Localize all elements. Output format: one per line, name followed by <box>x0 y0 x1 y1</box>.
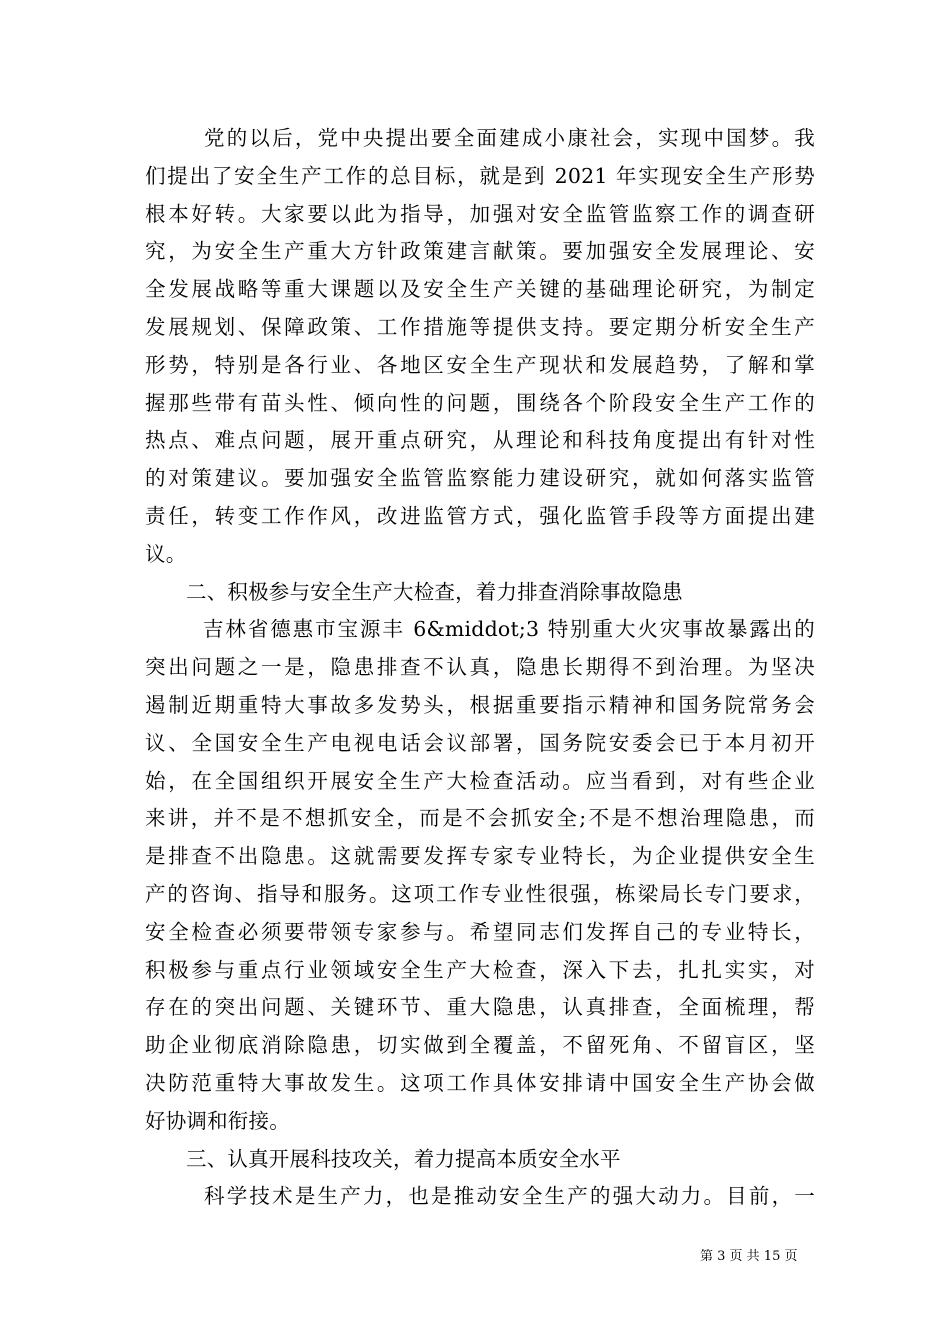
paragraph-line: 握那些带有苗头性、倾向性的问题，围绕各个阶段安全生产工作的 <box>145 390 815 415</box>
paragraph-line: 积极参与重点行业领域安全生产大检查，深入下去，扎扎实实，对 <box>145 957 815 982</box>
section-heading: 二、积极参与安全生产大检查，着力排查消除事故隐患 <box>186 579 683 604</box>
section-heading: 三、认真开展科技攻关，着力提高本质安全水平 <box>186 1146 621 1171</box>
paragraph-line: 产的咨询、指导和服务。这项工作专业性很强，栋梁局长专门要求， <box>145 881 815 906</box>
document-body <box>145 120 815 1216</box>
paragraph-line: 始，在全国组织开展安全生产大检查活动。应当看到，对有些企业 <box>145 768 815 793</box>
paragraph-line: 发展规划、保障政策、工作措施等提供支持。要定期分析安全生产 <box>145 314 815 339</box>
paragraph-line: 好协调和衔接。 <box>145 1108 290 1133</box>
page-number-footer: 第 3 页 共 15 页 <box>700 1249 798 1264</box>
paragraph-line: 存在的突出问题、关键环节、重大隐患，认真排查，全面梳理，帮 <box>145 995 815 1020</box>
paragraph-line: 科学技术是生产力，也是推动安全生产的强大动力。目前，一 <box>204 1184 815 1209</box>
paragraph-line: 助企业彻底消除隐患，切实做到全覆盖，不留死角、不留盲区，坚 <box>145 1033 815 1058</box>
paragraph-line: 全发展战略等重大课题以及安全生产关键的基础理论研究，为制定 <box>145 277 815 302</box>
paragraph-line: 突出问题之一是，隐患排查不认真，隐患长期得不到治理。为坚决 <box>145 655 815 680</box>
paragraph-line: 吉林省德惠市宝源丰 6&middot;3 特别重大火灾事故暴露出的 <box>203 617 815 642</box>
paragraph-line: 来讲，并不是不想抓安全，而是不会抓安全;不是不想治理隐患，而 <box>145 806 815 831</box>
paragraph-line: 的对策建议。要加强安全监管监察能力建设研究，就如何落实监管 <box>145 466 815 491</box>
paragraph-line: 热点、难点问题，展开重点研究，从理论和科技角度提出有针对性 <box>145 428 815 453</box>
paragraph-line: 究，为安全生产重大方针政策建言献策。要加强安全发展理论、安 <box>145 239 815 264</box>
paragraph-line: 根本好转。大家要以此为指导，加强对安全监管监察工作的调查研 <box>145 201 815 226</box>
paragraph-line: 责任，转变工作作风，改进监管方式，强化监管手段等方面提出建 <box>145 503 815 528</box>
paragraph-line: 党的以后，党中央提出要全面建成小康社会，实现中国梦。我 <box>204 126 815 150</box>
paragraph-line: 们提出了安全生产工作的总目标，就是到 2021 年实现安全生产形势 <box>145 163 815 188</box>
paragraph-line: 议、全国安全生产电视电话会议部署，国务院安委会已于本月初开 <box>145 730 815 755</box>
paragraph-line: 议。 <box>145 541 187 566</box>
paragraph-line: 是排查不出隐患。这就需要发挥专家专业特长，为企业提供安全生 <box>145 844 815 869</box>
paragraph-line: 安全检查必须要带领专家参与。希望同志们发挥自己的专业特长， <box>145 919 815 944</box>
paragraph-line: 形势，特别是各行业、各地区安全生产现状和发展趋势，了解和掌 <box>145 352 815 377</box>
paragraph-line: 决防范重特大事故发生。这项工作具体安排请中国安全生产协会做 <box>145 1070 815 1095</box>
paragraph-line: 遏制近期重特大事故多发势头，根据重要指示精神和国务院常务会 <box>145 692 815 717</box>
